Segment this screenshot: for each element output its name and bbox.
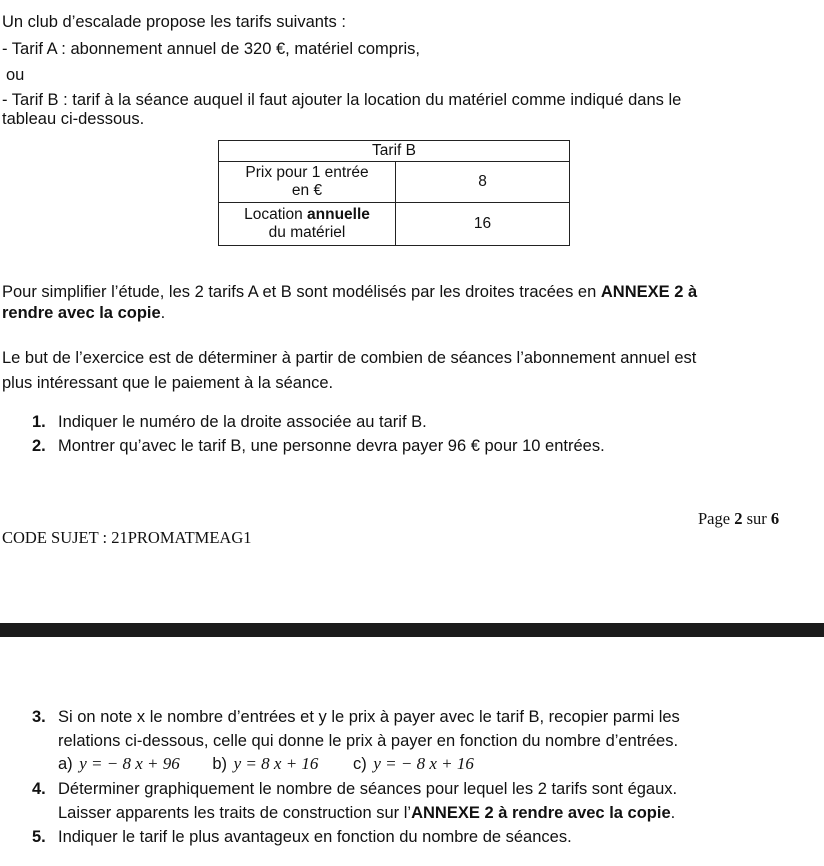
question-number: 2. bbox=[32, 437, 46, 455]
para1-bold-2: rendre avec la copie bbox=[2, 304, 161, 322]
option-a-equation: y = − 8 x + 96 bbox=[79, 754, 180, 773]
question-text: Laisser apparents les traits de construction sur l’ bbox=[58, 804, 412, 822]
page-number bbox=[698, 508, 779, 530]
rental-label-line-2: du matériel bbox=[268, 224, 346, 241]
para1-line-1 bbox=[2, 281, 697, 303]
question-5 bbox=[32, 826, 572, 848]
para1-bold: ANNEXE 2 à bbox=[600, 283, 698, 301]
option-a-label: a) bbox=[58, 755, 73, 773]
option-b-equation: y = 8 x + 16 bbox=[233, 754, 319, 773]
question-text: Indiquer le numéro de la droite associée au tarif B. bbox=[58, 413, 427, 431]
question-1 bbox=[32, 411, 427, 433]
option-c-equation: y = − 8 x + 16 bbox=[373, 754, 474, 773]
tarif-b-line-1: - Tarif B : tarif à la séance auquel il faut ajouter la location du matériel comme indiqué dans le bbox=[2, 91, 682, 109]
intro-line: Un club d’escalade propose les tarifs suivants : bbox=[2, 13, 346, 31]
table-cell-label bbox=[219, 203, 396, 246]
question-3-line-1 bbox=[32, 706, 680, 728]
question-4-line-2 bbox=[58, 802, 675, 824]
price-label-line-1: Prix pour 1 entrée bbox=[245, 164, 369, 181]
table-row bbox=[219, 162, 570, 203]
price-label-line-2: en € bbox=[291, 182, 323, 199]
option-b-label: b) bbox=[212, 755, 228, 773]
page-label: Page bbox=[698, 509, 735, 528]
table-cell-label bbox=[219, 162, 396, 203]
question-4-line-1 bbox=[32, 778, 677, 800]
question-2 bbox=[32, 435, 605, 457]
question-number: 3. bbox=[32, 708, 46, 726]
page-current: 2 bbox=[734, 509, 743, 528]
question-text: Si on note x le nombre d’entrées et y le prix à payer avec le tarif B, recopier parmi les bbox=[58, 708, 680, 726]
question-3-line-2: relations ci-dessous, celle qui donne le prix à payer en fonction du nombre d’entrées. bbox=[58, 732, 679, 750]
page-sep: sur bbox=[742, 509, 771, 528]
table-cell-value: 16 bbox=[396, 203, 570, 246]
page-divider bbox=[0, 623, 824, 637]
para2-line-2: plus intéressant que le paiement à la séance. bbox=[2, 374, 334, 392]
rental-label-b: annuelle bbox=[307, 206, 370, 223]
question-text: Montrer qu’avec le tarif B, une personne devra payer 96 € pour 10 entrées. bbox=[58, 437, 605, 455]
tarif-b-table bbox=[218, 140, 570, 246]
para1-period: . bbox=[160, 304, 166, 322]
question-number: 1. bbox=[32, 413, 46, 431]
rental-label-a: Location bbox=[244, 206, 308, 223]
para2-line-1: Le but de l’exercice est de déterminer à partir de combien de séances l’abonnement annuel est bbox=[2, 349, 697, 367]
option-c-label: c) bbox=[353, 755, 367, 773]
tarif-a-line: - Tarif A : abonnement annuel de 320 €, matériel compris, bbox=[2, 40, 420, 58]
question-3-options bbox=[58, 753, 474, 775]
question-number: 4. bbox=[32, 780, 46, 798]
tarif-b-line-2: tableau ci-dessous. bbox=[2, 110, 145, 128]
question-text: Indiquer le tarif le plus avantageux en fonction du nombre de séances. bbox=[58, 828, 572, 846]
para1-text: Pour simplifier l’étude, les 2 tarifs A et B sont modélisés par les droites tracées en bbox=[2, 283, 601, 301]
para1-line-2 bbox=[2, 302, 165, 324]
table-cell-value: 8 bbox=[396, 162, 570, 203]
table-header: Tarif B bbox=[219, 141, 570, 162]
question-text: Déterminer graphiquement le nombre de séances pour lequel les 2 tarifs sont égaux. bbox=[58, 780, 678, 798]
or-line: ou bbox=[6, 66, 25, 84]
table-row bbox=[219, 203, 570, 246]
subject-code: CODE SUJET : 21PROMATMEAG1 bbox=[2, 528, 252, 547]
question-number: 5. bbox=[32, 828, 46, 846]
page-total: 6 bbox=[770, 509, 780, 528]
question-bold: ANNEXE 2 à rendre avec la copie bbox=[411, 804, 671, 822]
question-period: . bbox=[670, 804, 676, 822]
